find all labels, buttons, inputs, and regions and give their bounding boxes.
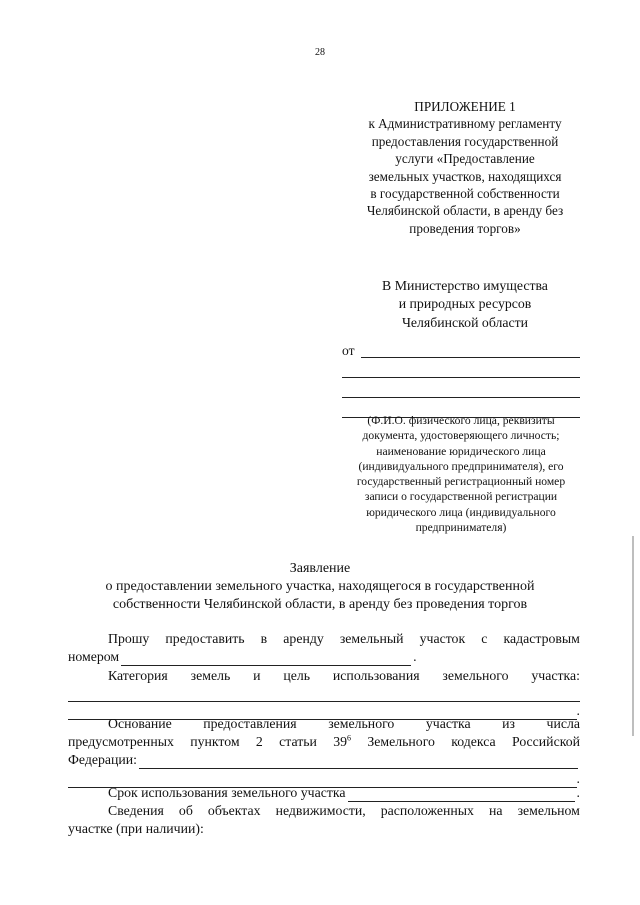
word: объектах (207, 803, 261, 818)
word: Земельного (367, 734, 435, 749)
appendix-header (340, 98, 590, 237)
word: в (260, 631, 268, 646)
hint-line: государственный регистрационный номер (356, 475, 566, 489)
word: пунктом (190, 734, 240, 749)
hint-line: предпринимателя) (415, 521, 507, 535)
addressee-block (360, 277, 570, 332)
word: участок (419, 631, 466, 646)
applicant-details-field[interactable] (342, 378, 580, 398)
addressee-line: Челябинской области (401, 314, 529, 330)
land-category-field[interactable] (68, 688, 580, 702)
word: числа (546, 716, 580, 731)
hint-line: документа, удостоверяющего личность; (362, 429, 560, 443)
usage-term-field[interactable] (348, 788, 575, 802)
appendix-line: предоставления государственной (371, 133, 559, 149)
paragraph-basis (68, 715, 580, 788)
hint-line: записи о государственной регистрации (364, 490, 558, 504)
appendix-line: к Административному регламенту (368, 116, 562, 132)
word: кадастровым (503, 631, 580, 646)
addressee-line: В Министерство имущества (382, 278, 548, 293)
paragraph-cadastral (68, 630, 580, 666)
page-number: 28 (315, 47, 325, 58)
word: номером (68, 649, 120, 664)
addressee-line: и природных ресурсов (398, 296, 532, 312)
word: на (488, 803, 503, 818)
word: Федерации: (68, 752, 137, 767)
statement-subheading: собственности Челябинской области, в аренду без проведения торгов (112, 597, 528, 612)
applicant-hint (342, 413, 580, 535)
hint-line: юридического лица (индивидуального (366, 505, 556, 519)
applicant-details-field[interactable] (342, 358, 580, 378)
word: земельном (517, 803, 580, 818)
applicant-name-field[interactable] (361, 345, 580, 358)
justified-line (68, 733, 580, 751)
word: цель (283, 668, 311, 683)
word: Категория (108, 668, 168, 683)
word: с (481, 631, 488, 646)
paragraph-land-category (72, 667, 580, 720)
word: предусмотренных (68, 734, 174, 749)
appendix-line: проведения торгов» (409, 220, 521, 236)
scan-edge-mark (632, 536, 634, 736)
period: . (576, 771, 580, 786)
hint-line: (индивидуального предпринимателя), его (358, 459, 564, 473)
period: . (413, 649, 417, 664)
period: . (576, 785, 580, 800)
statement-subheading: о предоставлении земельного участка, находящегося в государственной (105, 579, 535, 594)
word: Сведения (108, 803, 164, 818)
word: из (502, 716, 515, 731)
article-superscript: 6 (347, 733, 352, 743)
word (333, 733, 351, 751)
word: земель (190, 668, 231, 683)
appendix-line: земельных участков, находящихся (368, 168, 562, 184)
justified-line (72, 715, 580, 733)
word: 2 (255, 734, 263, 749)
word: об (178, 803, 193, 818)
statement-heading: Заявление (289, 561, 351, 576)
word: расположенных (380, 803, 474, 818)
basis-field[interactable] (139, 755, 578, 769)
from-label: от (342, 343, 355, 358)
statement-title (40, 560, 600, 614)
justified-line (72, 802, 580, 820)
appendix-line: ПРИЛОЖЕНИЕ 1 (414, 99, 516, 114)
word: кодекса (451, 734, 496, 749)
paragraph-real-estate (68, 802, 580, 838)
appendix-line: услуги «Предоставление (395, 151, 535, 167)
word: Прошу (108, 631, 150, 646)
hint-line: (Ф.И.О. физического лица, реквизиты (367, 414, 555, 427)
word: недвижимости, (275, 803, 366, 818)
word: предоставления (203, 716, 297, 731)
word: земельный (339, 631, 404, 646)
word: участка: (531, 668, 580, 683)
word: статьи (279, 734, 317, 749)
word: использования (332, 668, 420, 683)
justified-line (72, 630, 580, 648)
article-number: 39 (333, 734, 348, 749)
word: и (253, 668, 261, 683)
word: Основание (108, 716, 172, 731)
justified-line (72, 667, 580, 685)
word: предоставить (165, 631, 245, 646)
appendix-line: в государственной собственности (370, 186, 560, 202)
word: участке (при наличии): (68, 821, 204, 836)
word: аренду (283, 631, 324, 646)
word: Российской (511, 734, 580, 749)
period: . (576, 703, 580, 718)
hint-line: наименование юридического лица (376, 444, 546, 458)
word: участка (425, 716, 471, 731)
word: Срок использования земельного участка (108, 785, 346, 800)
appendix-line: Челябинской области, в аренду без (366, 203, 564, 219)
word: земельного (442, 668, 509, 683)
applicant-block (342, 344, 580, 418)
cadastral-number-field[interactable] (121, 652, 411, 666)
paragraph-term (72, 784, 580, 802)
word: земельного (328, 716, 395, 731)
